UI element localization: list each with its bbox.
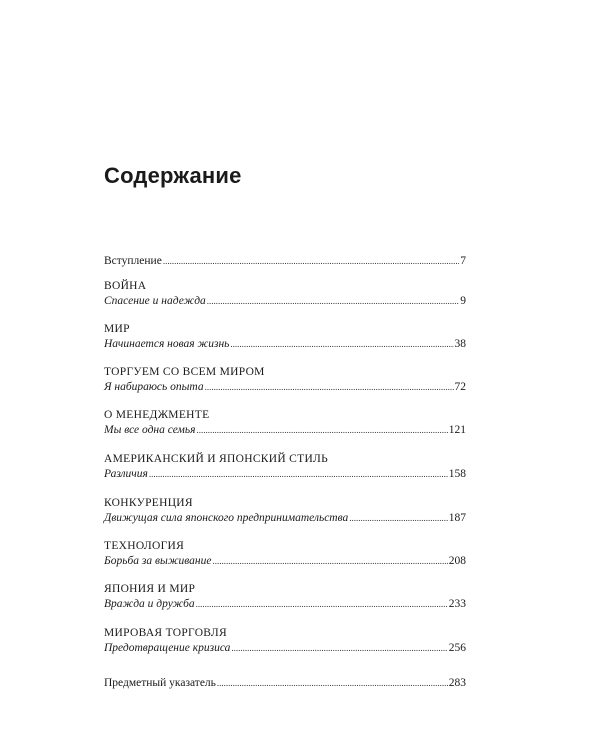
toc-entry-introduction xyxy=(104,254,466,269)
chapter-subtitle: Начинается новая жизнь xyxy=(104,338,230,350)
dot-leader xyxy=(196,423,447,438)
page-number: 208 xyxy=(448,555,466,567)
toc-line[interactable] xyxy=(104,254,466,269)
dot-leader xyxy=(207,294,459,309)
chapter-title: О МЕНЕДЖМЕНТЕ xyxy=(104,409,210,421)
page-number: 158 xyxy=(448,468,466,480)
chapter-title: ТОРГУЕМ СО ВСЕМ МИРОМ xyxy=(104,366,265,378)
toc-line[interactable] xyxy=(104,641,466,656)
toc-line[interactable] xyxy=(104,676,466,691)
page-title: Содержание xyxy=(104,163,242,188)
dot-leader xyxy=(231,641,447,656)
page-number: 233 xyxy=(448,598,466,610)
page-number: 38 xyxy=(454,338,466,350)
dot-leader xyxy=(349,511,447,526)
page-number: 7 xyxy=(460,255,466,267)
toc-entry-chapter xyxy=(104,408,466,438)
toc-entry-chapter xyxy=(104,365,466,395)
chapter-title: ЯПОНИЯ И МИР xyxy=(104,583,196,595)
dot-leader xyxy=(149,467,448,482)
chapter-subtitle: Предотвращение кризиса xyxy=(104,642,231,654)
toc-entry-index xyxy=(104,676,466,691)
toc-entry-chapter xyxy=(104,279,466,309)
toc-entry-chapter xyxy=(104,452,466,482)
page-number: 256 xyxy=(448,642,466,654)
toc-line[interactable] xyxy=(104,337,466,352)
chapter-subtitle: Спасение и надежда xyxy=(104,295,206,307)
toc-entry-label: Вступление xyxy=(104,255,162,267)
chapter-title: МИР xyxy=(104,323,130,335)
chapter-subtitle: Мы все одна семья xyxy=(104,424,196,436)
toc-line[interactable] xyxy=(104,294,466,309)
chapter-subtitle: Я набираюсь опыта xyxy=(104,381,204,393)
chapter-subtitle: Борьба за выживание xyxy=(104,555,212,567)
page-number: 187 xyxy=(448,512,466,524)
toc-entry-chapter xyxy=(104,539,466,569)
dot-leader xyxy=(213,554,448,569)
toc-line[interactable] xyxy=(104,511,466,526)
toc-entry-label: Предметный указатель xyxy=(104,677,216,689)
dot-leader xyxy=(230,337,453,352)
dot-leader xyxy=(196,597,448,612)
toc-entry-chapter xyxy=(104,496,466,526)
dot-leader xyxy=(217,676,448,691)
toc-entry-chapter xyxy=(104,582,466,612)
toc-line[interactable] xyxy=(104,597,466,612)
page-number: 72 xyxy=(454,381,466,393)
page-number: 121 xyxy=(448,424,466,436)
toc-entry-chapter xyxy=(104,626,466,656)
chapter-title: ТЕХНОЛОГИЯ xyxy=(104,540,185,552)
chapter-subtitle: Различия xyxy=(104,468,148,480)
page-number: 9 xyxy=(460,295,466,307)
chapter-title: АМЕРИКАНСКИЙ И ЯПОНСКИЙ СТИЛЬ xyxy=(104,453,329,465)
page-number: 283 xyxy=(448,677,466,689)
chapter-subtitle: Движущая сила японского предпринимательства xyxy=(104,512,349,524)
dot-leader xyxy=(163,254,459,269)
toc-line[interactable] xyxy=(104,467,466,482)
chapter-title: КОНКУРЕНЦИЯ xyxy=(104,497,193,509)
dot-leader xyxy=(205,380,454,395)
chapter-title: ВОЙНА xyxy=(104,280,147,292)
chapter-title: МИРОВАЯ ТОРГОВЛЯ xyxy=(104,627,227,639)
toc-line[interactable] xyxy=(104,554,466,569)
toc-line[interactable] xyxy=(104,423,466,438)
toc-line[interactable] xyxy=(104,380,466,395)
chapter-subtitle: Вражда и дружба xyxy=(104,598,195,610)
toc-entry-chapter xyxy=(104,322,466,352)
